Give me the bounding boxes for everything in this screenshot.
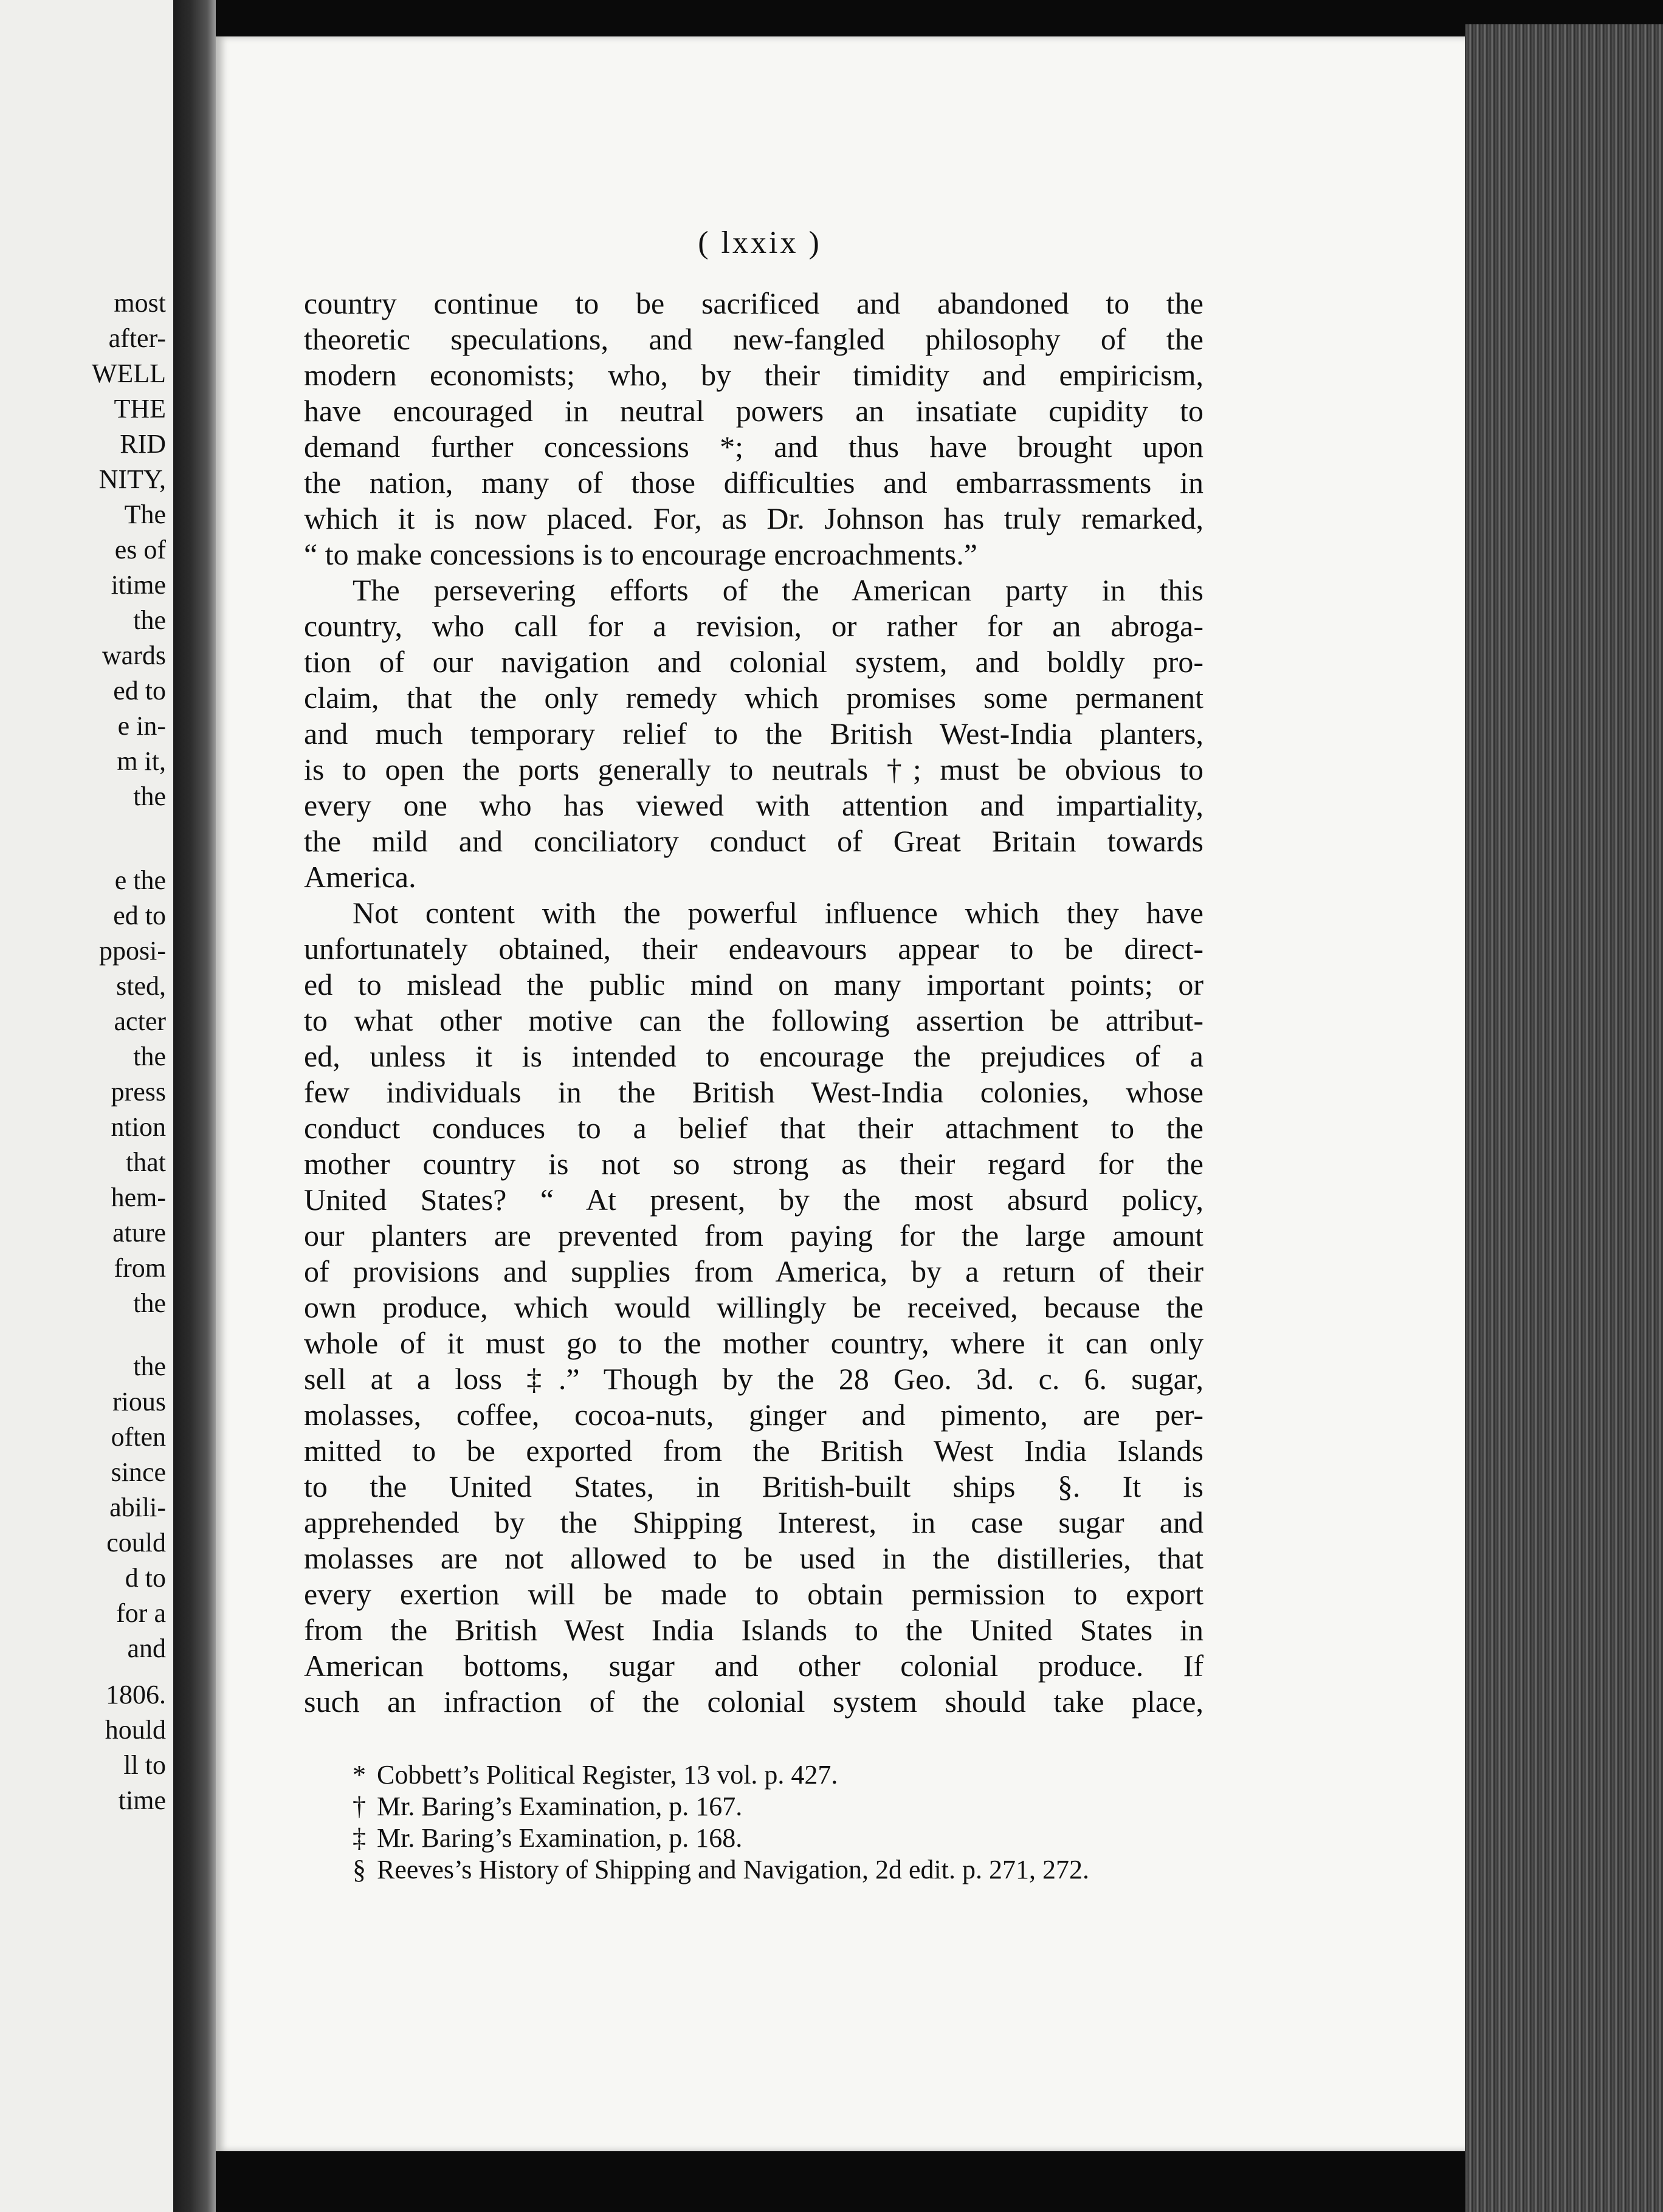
text-line: Not content with the powerful influence which they have	[353, 896, 1203, 930]
facing-page-fragments-mid: e the ed to pposi- sted, acter the press ntion that hem- ature from the	[99, 865, 166, 1318]
text-line: demand further concessions *; and thus have brought upon	[304, 430, 1203, 464]
text-line: the nation, many of those difficulties and embarrassments in	[304, 465, 1203, 500]
footnote-mark: §	[353, 1855, 366, 1884]
text-line: to what other motive can the following assertion be attribut-	[304, 1003, 1203, 1037]
footnote-mark: *	[353, 1760, 366, 1790]
text-line: mitted to be exported from the British West India Islands	[304, 1434, 1203, 1468]
text-line: from the British West India Islands to the United States in	[304, 1613, 1203, 1647]
text-line: every one who has viewed with attention and impartiality,	[304, 788, 1203, 822]
text-line: mother country is not so strong as their regard for the	[304, 1147, 1203, 1181]
text-line: own produce, which would willingly be received, because the	[304, 1290, 1203, 1324]
text-line: molasses are not allowed to be used in the distilleries, that	[304, 1541, 1203, 1575]
text-line: country, who call for a revision, or rather for an abroga-	[304, 609, 1203, 643]
text-line: unfortunately obtained, their endeavours appear to be direct-	[304, 932, 1203, 966]
footnote-text: Mr. Baring’s Examination, p. 167.	[377, 1791, 743, 1821]
page-edges	[1465, 24, 1663, 2212]
text-line: The persevering efforts of the American party in this	[353, 573, 1203, 607]
text-line: country continue to be sacrificed and abandoned to the	[304, 286, 1203, 320]
text-line: every exertion will be made to obtain permission to export	[304, 1577, 1203, 1611]
text-line: which it is now placed. For, as Dr. Johnson has truly remarked,	[304, 501, 1203, 535]
text-line: the mild and conciliatory conduct of Great Britain towards	[304, 824, 1203, 858]
text-line: is to open the ports generally to neutrals †; must be obvious to	[304, 752, 1203, 786]
text-line: claim, that the only remedy which promises some permanent	[304, 681, 1203, 715]
text-line: ed to mislead the public mind on many important points; or	[304, 967, 1203, 1001]
text-line: such an infraction of the colonial system should take place,	[304, 1685, 1203, 1719]
text-line: have encouraged in neutral powers an insatiate cupidity to	[304, 394, 1203, 428]
footnote-text: Cobbett’s Political Register, 13 vol. p. 427.	[377, 1760, 838, 1790]
facing-page-fragments-top: most after- WELL THE RID NITY, The es of itime the wards ed to e in- m it, the	[91, 288, 166, 811]
text-line: American bottoms, sugar and other colonial produce. If	[304, 1649, 1203, 1683]
text-line: conduct conduces to a belief that their attachment to the	[304, 1111, 1203, 1145]
text-line: to the United States, in British-built ships §. It is	[304, 1469, 1203, 1503]
book-gutter	[173, 0, 216, 2212]
text-line: “ to make concessions is to encourage encroachments.”	[304, 537, 977, 571]
text-line: of provisions and supplies from America, by a return of their	[304, 1254, 1203, 1288]
text-line: our planters are prevented from paying for the large amount	[304, 1218, 1203, 1252]
text-line: sell at a loss ‡.” Though by the 28 Geo. 3d. c. 6. sugar,	[304, 1362, 1203, 1396]
text-line: few individuals in the British West-India colonies, whose	[304, 1075, 1203, 1109]
page-number: ( lxxix )	[698, 225, 822, 260]
facing-page-fragments-foot: 1806. hould ll to time	[105, 1680, 166, 1815]
footnote	[353, 1854, 1240, 1886]
facing-page-left	[0, 0, 173, 2212]
footnote-text: Reeves’s History of Shipping and Navigation, 2d edit. p. 271, 272.	[377, 1855, 1089, 1884]
footnote-mark: ‡	[353, 1823, 366, 1853]
text-line: ed, unless it is intended to encourage the prejudices of a	[304, 1039, 1203, 1073]
body-text	[304, 286, 1203, 1720]
text-line: theoretic speculations, and new-fangled philosophy of the	[304, 322, 1203, 356]
text-line: modern economists; who, by their timidity and empiricism,	[304, 358, 1203, 392]
footnotes	[353, 1759, 1240, 1886]
text-line: and much temporary relief to the British West-India planters,	[304, 716, 1203, 750]
text-line: tion of our navigation and colonial system, and boldly pro-	[304, 645, 1203, 679]
footnote-mark: †	[353, 1791, 366, 1821]
footnote	[353, 1822, 1240, 1854]
footnote	[353, 1791, 1240, 1822]
text-line: apprehended by the Shipping Interest, in case sugar and	[304, 1505, 1203, 1539]
text-line: United States? “ At present, by the most absurd policy,	[304, 1183, 1203, 1217]
text-line: molasses, coffee, cocoa-nuts, ginger and pimento, are per-	[304, 1398, 1203, 1432]
text-line: America.	[304, 860, 416, 894]
footnote	[353, 1759, 1240, 1791]
text-line: whole of it must go to the mother country, where it can only	[304, 1326, 1203, 1360]
facing-page-fragments-bottom: the rious often since abili- could d to for a and	[106, 1352, 166, 1663]
footnote-text: Mr. Baring’s Examination, p. 168.	[377, 1823, 743, 1853]
